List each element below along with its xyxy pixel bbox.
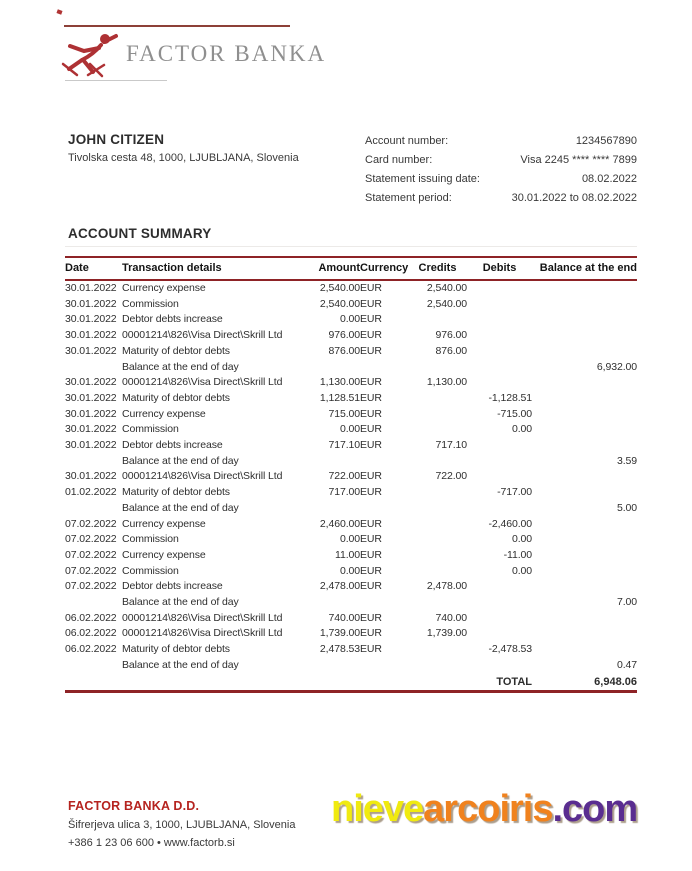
customer-name: JOHN CITIZEN [68, 132, 165, 147]
cell-date: 07.02.2022 [65, 517, 117, 530]
cell-debits [467, 438, 532, 454]
cell-date: 30.01.2022 [65, 344, 117, 357]
cell-balance [532, 328, 637, 344]
transaction-row [65, 517, 637, 533]
cell-amount: 717.00 [328, 486, 360, 499]
cell-details: Debtor debts increase [122, 439, 223, 452]
cell-credits [408, 532, 467, 548]
cell-details: Debtor debts increase [122, 580, 223, 593]
cell-date: 07.02.2022 [65, 533, 117, 546]
transaction-row [65, 658, 637, 674]
cell-details: Commission [122, 533, 179, 546]
transaction-row [65, 391, 637, 407]
cell-debits: 0.00 [511, 423, 532, 436]
cell-date [65, 360, 122, 376]
transaction-row [65, 611, 637, 627]
transaction-row [65, 642, 637, 658]
transaction-row [65, 454, 637, 470]
cell-currency: EUR [360, 470, 382, 483]
cell-amount: 740.00 [328, 611, 360, 624]
cell-details: Currency expense [122, 517, 206, 530]
cell-balance: 7.00 [616, 596, 637, 609]
card-number-value: Visa 2245 **** **** 7899 [520, 154, 637, 166]
cell-balance [532, 611, 637, 627]
cell-amount: 2,540.00 [319, 297, 360, 310]
cell-date: 06.02.2022 [65, 643, 117, 656]
cell-amount [296, 595, 360, 611]
cell-date: 01.02.2022 [65, 486, 117, 499]
cell-currency [360, 501, 408, 517]
cell-date: 30.01.2022 [65, 376, 117, 389]
cell-balance [532, 438, 637, 454]
cell-debits: 0.00 [511, 564, 532, 577]
cell-debits [467, 579, 532, 595]
statement-period-row [365, 192, 637, 211]
transaction-row [65, 626, 637, 642]
cell-currency: EUR [360, 627, 382, 640]
col-header-amount: Amount [296, 257, 360, 280]
cell-balance [532, 626, 637, 642]
col-header-date: Date [65, 257, 122, 280]
cell-debits [467, 454, 532, 470]
transaction-row [65, 360, 637, 376]
cell-details: Commission [122, 297, 179, 310]
cell-date: 07.02.2022 [65, 580, 117, 593]
cell-debits: -2,478.53 [488, 643, 532, 656]
cell-amount: 1,130.00 [319, 376, 360, 389]
cell-amount [296, 360, 360, 376]
watermark [331, 788, 637, 831]
transaction-row [65, 579, 637, 595]
cell-details: Commission [122, 564, 179, 577]
cell-details: 00001214\826\Visa Direct\Skrill Ltd [122, 627, 283, 640]
cell-credits: 2,478.00 [426, 580, 467, 593]
cell-balance [532, 517, 637, 533]
cell-credits: 722.00 [435, 470, 467, 483]
transaction-row [65, 438, 637, 454]
cell-balance [532, 642, 637, 658]
leaping-skier-icon [60, 31, 126, 81]
cell-details: Maturity of debtor debts [122, 391, 230, 404]
card-number-label: Card number: [365, 154, 433, 166]
cell-details: Balance at the end of day [122, 501, 239, 514]
cell-balance [532, 391, 637, 407]
card-number-row [365, 154, 637, 173]
cell-currency: EUR [360, 439, 382, 452]
transaction-row [65, 595, 637, 611]
cell-amount: 715.00 [328, 407, 360, 420]
footer-block [68, 799, 295, 849]
cell-currency: EUR [360, 391, 382, 404]
cell-balance: 6,932.00 [596, 360, 637, 373]
cell-credits [408, 312, 467, 328]
cell-debits: -715.00 [497, 407, 532, 420]
cell-currency: EUR [360, 643, 382, 656]
footer-company-name: FACTOR BANKA D.D. [68, 799, 200, 813]
cell-balance: 3.59 [616, 454, 637, 467]
cell-currency: EUR [360, 329, 382, 342]
cell-details: Debtor debts increase [122, 313, 223, 326]
cell-currency: EUR [360, 548, 382, 561]
cell-currency: EUR [360, 533, 382, 546]
cell-amount: 2,478.53 [319, 643, 360, 656]
cell-amount: 722.00 [328, 470, 360, 483]
cell-details: 00001214\826\Visa Direct\Skrill Ltd [122, 376, 283, 389]
cell-currency: EUR [360, 517, 382, 530]
cell-details: Balance at the end of day [122, 596, 239, 609]
cell-balance [532, 564, 637, 580]
cell-debits: -717.00 [497, 486, 532, 499]
cell-date [65, 454, 122, 470]
cell-amount: 1,128.51 [319, 391, 360, 404]
transaction-row [65, 297, 637, 313]
cell-balance [532, 579, 637, 595]
cell-details: 00001214\826\Visa Direct\Skrill Ltd [122, 611, 283, 624]
cell-amount: 876.00 [328, 344, 360, 357]
col-header-credits: Credits [408, 257, 467, 280]
table-header [65, 257, 637, 280]
account-number-label: Account number: [365, 135, 449, 147]
transaction-row [65, 501, 637, 517]
cell-amount: 0.00 [339, 313, 360, 326]
table-footer [65, 674, 637, 692]
cell-amount: 2,478.00 [319, 580, 360, 593]
cell-currency: EUR [360, 564, 382, 577]
cell-details: Currency expense [122, 407, 206, 420]
cell-currency [360, 360, 408, 376]
cell-details: Balance at the end of day [122, 454, 239, 467]
logo-top-rule [64, 25, 290, 27]
cell-credits [408, 501, 467, 517]
cell-debits [467, 312, 532, 328]
cell-balance [532, 297, 637, 313]
cell-debits: -2,460.00 [488, 517, 532, 530]
cell-amount [296, 658, 360, 674]
cell-credits: 2,540.00 [426, 282, 467, 294]
statement-period-value: 30.01.2022 to 08.02.2022 [511, 192, 637, 204]
account-number-value: 1234567890 [575, 135, 637, 147]
customer-block [68, 132, 299, 164]
cell-date: 06.02.2022 [65, 611, 117, 624]
cell-balance [532, 312, 637, 328]
cell-date [65, 501, 122, 517]
cell-credits: 740.00 [435, 611, 467, 624]
cell-details: Maturity of debtor debts [122, 486, 230, 499]
account-summary-title: ACCOUNT SUMMARY [68, 226, 212, 241]
cell-balance [532, 407, 637, 423]
transaction-row [65, 312, 637, 328]
watermark-part3: .com [552, 788, 638, 830]
cell-balance [532, 375, 637, 391]
transaction-row [65, 280, 637, 297]
cell-amount: 11.00 [335, 548, 360, 561]
cell-currency: EUR [360, 580, 382, 593]
cell-debits [467, 344, 532, 360]
cell-debits [467, 469, 532, 485]
cell-currency: EUR [360, 407, 382, 420]
total-value: 6,948.06 [532, 674, 637, 692]
cell-amount: 0.00 [339, 533, 360, 546]
footer-address: Šifrerjeva ulica 3, 1000, LJUBLJANA, Slovenia [68, 819, 296, 831]
col-header-details: Transaction details [122, 257, 296, 280]
cell-currency: EUR [360, 282, 382, 294]
customer-address: Tivolska cesta 48, 1000, LJUBLJANA, Slovenia [68, 152, 299, 164]
cell-currency [360, 658, 408, 674]
cell-amount: 717.10 [328, 439, 360, 452]
cell-details: Currency expense [122, 282, 206, 294]
watermark-part2: arcoiris [423, 788, 553, 830]
cell-date: 30.01.2022 [65, 282, 117, 294]
transaction-row [65, 422, 637, 438]
cell-credits: 976.00 [435, 329, 467, 342]
total-spacer [65, 674, 467, 692]
col-header-balance: Balance at the end [532, 257, 637, 280]
cell-balance [532, 280, 637, 297]
cell-credits [408, 595, 467, 611]
total-row [65, 674, 637, 692]
cell-date: 30.01.2022 [65, 407, 117, 420]
cell-balance [532, 485, 637, 501]
pre-table-rule [65, 246, 637, 247]
cell-debits [467, 658, 532, 674]
account-number-row [365, 135, 637, 154]
cell-date [65, 658, 122, 674]
cell-currency: EUR [360, 376, 382, 389]
cell-currency: EUR [360, 344, 382, 357]
cell-details: Balance at the end of day [122, 658, 239, 671]
cell-date: 06.02.2022 [65, 627, 117, 640]
cell-date: 30.01.2022 [65, 391, 117, 404]
cell-credits [408, 407, 467, 423]
cell-balance [532, 548, 637, 564]
issuing-date-value: 08.02.2022 [581, 173, 637, 185]
cell-balance [532, 469, 637, 485]
col-header-currency: Currency [360, 257, 408, 280]
transaction-row [65, 469, 637, 485]
cell-debits [467, 611, 532, 627]
total-label: TOTAL [467, 674, 532, 692]
cell-debits [467, 328, 532, 344]
watermark-part1: nieve [331, 788, 424, 830]
cell-details: Currency expense [122, 548, 206, 561]
cell-currency [360, 454, 408, 470]
cell-balance [532, 344, 637, 360]
transaction-row [65, 564, 637, 580]
cell-details: Maturity of debtor debts [122, 643, 230, 656]
cell-debits: -1,128.51 [488, 391, 532, 404]
cell-credits: 717.10 [435, 439, 467, 452]
cell-currency: EUR [360, 313, 382, 326]
cell-balance: 5.00 [616, 501, 637, 514]
cell-credits [408, 642, 467, 658]
cell-date [65, 595, 122, 611]
transaction-row [65, 375, 637, 391]
cell-amount [296, 454, 360, 470]
table-body [65, 280, 637, 674]
transactions-table [65, 256, 637, 693]
cell-date: 07.02.2022 [65, 548, 117, 561]
cell-amount: 1,739.00 [319, 627, 360, 640]
cell-credits: 2,540.00 [426, 297, 467, 310]
cell-currency: EUR [360, 297, 382, 310]
cell-details: 00001214\826\Visa Direct\Skrill Ltd [122, 329, 283, 342]
footer-phone-web: +386 1 23 06 600 • www.factorb.si [68, 837, 235, 849]
cell-credits [408, 422, 467, 438]
cell-currency: EUR [360, 423, 382, 436]
col-header-debits: Debits [467, 257, 532, 280]
transaction-row [65, 328, 637, 344]
cell-debits [467, 375, 532, 391]
transaction-row [65, 344, 637, 360]
cell-credits [408, 564, 467, 580]
account-info-block [365, 135, 637, 211]
transaction-row [65, 548, 637, 564]
cell-date: 30.01.2022 [65, 423, 117, 436]
cell-debits [467, 360, 532, 376]
cell-credits [408, 360, 467, 376]
cell-debits [467, 595, 532, 611]
cell-debits: 0.00 [511, 533, 532, 546]
cell-credits [408, 454, 467, 470]
cell-balance [532, 532, 637, 548]
cell-debits [467, 501, 532, 517]
cell-amount [296, 501, 360, 517]
cell-credits [408, 548, 467, 564]
cell-credits [408, 391, 467, 407]
cell-currency: EUR [360, 486, 382, 499]
cell-amount: 0.00 [339, 564, 360, 577]
cell-currency [360, 595, 408, 611]
cell-date: 30.01.2022 [65, 439, 117, 452]
cell-amount: 2,540.00 [319, 282, 360, 294]
cell-credits: 1,739.00 [426, 627, 467, 640]
cell-amount: 976.00 [328, 329, 360, 342]
brand-wordmark: FACTOR BANKA [126, 41, 327, 66]
cell-details: Maturity of debtor debts [122, 344, 230, 357]
issuing-date-label: Statement issuing date: [365, 173, 480, 185]
statement-period-label: Statement period: [365, 192, 452, 204]
corner-mark [56, 9, 62, 14]
cell-date: 30.01.2022 [65, 329, 117, 342]
cell-details: Balance at the end of day [122, 360, 239, 373]
cell-credits [408, 485, 467, 501]
cell-amount: 0.00 [339, 423, 360, 436]
cell-balance [532, 422, 637, 438]
cell-date: 07.02.2022 [65, 564, 117, 577]
cell-date: 30.01.2022 [65, 313, 117, 326]
cell-details: Commission [122, 423, 179, 436]
cell-date: 30.01.2022 [65, 297, 117, 310]
cell-credits: 1,130.00 [426, 376, 467, 389]
transaction-row [65, 485, 637, 501]
cell-credits: 876.00 [435, 344, 467, 357]
cell-debits [467, 626, 532, 642]
logo-under-rule [65, 80, 167, 81]
cell-debits [467, 297, 532, 313]
cell-debits: -11.00 [503, 548, 532, 561]
issuing-date-row [365, 173, 637, 192]
cell-credits [408, 517, 467, 533]
cell-amount: 2,460.00 [319, 517, 360, 530]
cell-credits [408, 658, 467, 674]
cell-currency: EUR [360, 611, 382, 624]
transaction-row [65, 532, 637, 548]
cell-date: 30.01.2022 [65, 470, 117, 483]
cell-details: 00001214\826\Visa Direct\Skrill Ltd [122, 470, 283, 483]
transaction-row [65, 407, 637, 423]
cell-debits [467, 280, 532, 297]
cell-balance: 0.47 [616, 658, 637, 671]
